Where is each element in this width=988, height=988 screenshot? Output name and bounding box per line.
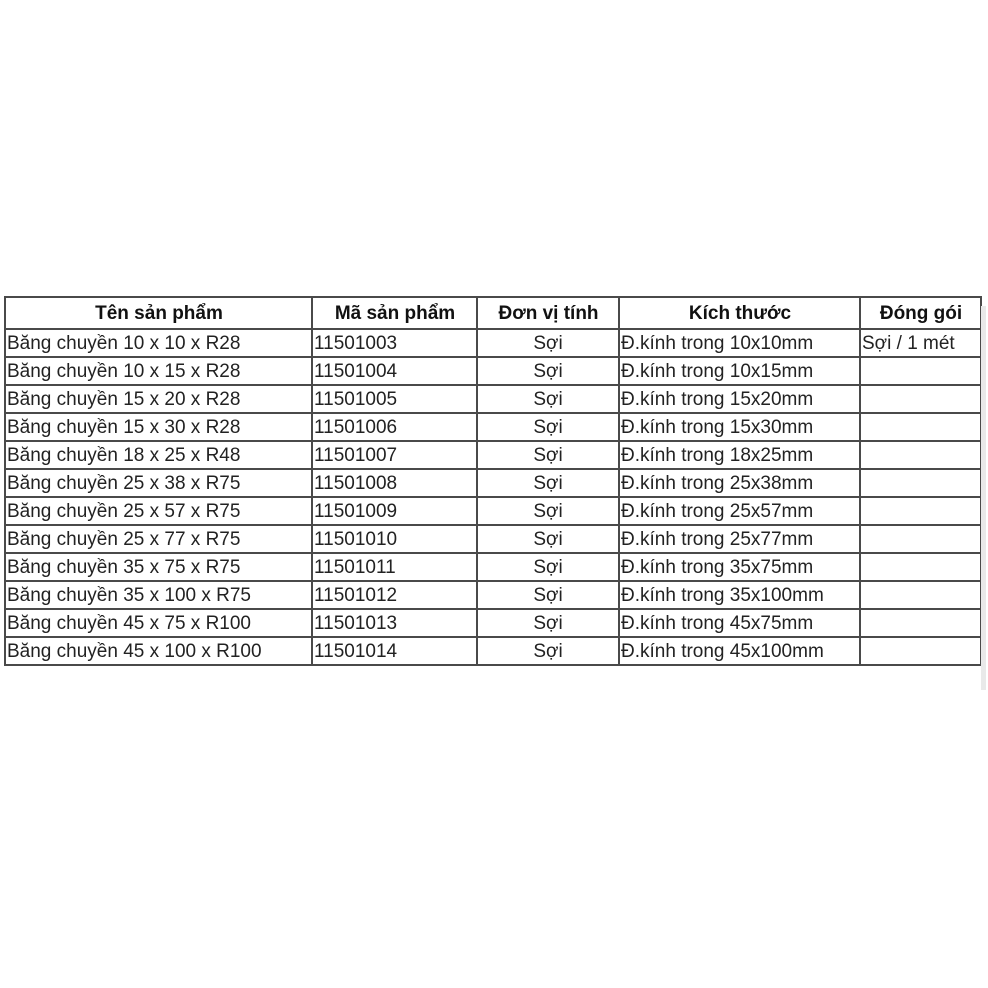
table-row: [5, 637, 981, 665]
table-row: [5, 357, 981, 385]
product-name-cell: Băng chuyền 45 x 100 x R100: [5, 637, 312, 665]
product-code-cell: 11501005: [312, 385, 477, 413]
product-name-cell: Băng chuyền 25 x 77 x R75: [5, 525, 312, 553]
packaging-cell: [860, 469, 981, 497]
dimensions-cell: Đ.kính trong 45x100mm: [619, 637, 860, 665]
product-code-cell: 11501006: [312, 413, 477, 441]
product-spec-table: [4, 296, 982, 666]
product-name-cell: Băng chuyền 35 x 100 x R75: [5, 581, 312, 609]
unit-cell: Sợi: [477, 581, 619, 609]
dimensions-cell: Đ.kính trong 25x77mm: [619, 525, 860, 553]
packaging-cell: [860, 525, 981, 553]
table-row: [5, 553, 981, 581]
dimensions-cell: Đ.kính trong 10x15mm: [619, 357, 860, 385]
unit-cell: Sợi: [477, 413, 619, 441]
packaging-cell: [860, 637, 981, 665]
dimensions-cell: Đ.kính trong 15x20mm: [619, 385, 860, 413]
table-row: [5, 385, 981, 413]
unit-cell: Sợi: [477, 609, 619, 637]
packaging-cell: [860, 357, 981, 385]
header-unit: Đơn vị tính: [477, 297, 619, 329]
product-name-cell: Băng chuyền 45 x 75 x R100: [5, 609, 312, 637]
product-name-cell: Băng chuyền 25 x 38 x R75: [5, 469, 312, 497]
unit-cell: Sợi: [477, 553, 619, 581]
dimensions-cell: Đ.kính trong 25x38mm: [619, 469, 860, 497]
header-product-name: Tên sản phẩm: [5, 297, 312, 329]
product-code-cell: 11501009: [312, 497, 477, 525]
dimensions-cell: Đ.kính trong 45x75mm: [619, 609, 860, 637]
product-name-cell: Băng chuyền 25 x 57 x R75: [5, 497, 312, 525]
packaging-cell: [860, 413, 981, 441]
unit-cell: Sợi: [477, 469, 619, 497]
packaging-cell: [860, 553, 981, 581]
product-name-cell: Băng chuyền 18 x 25 x R48: [5, 441, 312, 469]
unit-cell: Sợi: [477, 637, 619, 665]
product-code-cell: 11501008: [312, 469, 477, 497]
header-dimensions: Kích thước: [619, 297, 860, 329]
table-row: [5, 469, 981, 497]
packaging-cell: Sợi / 1 mét: [860, 329, 981, 357]
unit-cell: Sợi: [477, 525, 619, 553]
dimensions-cell: Đ.kính trong 35x75mm: [619, 553, 860, 581]
product-name-cell: Băng chuyền 15 x 20 x R28: [5, 385, 312, 413]
unit-cell: Sợi: [477, 385, 619, 413]
product-code-cell: 11501004: [312, 357, 477, 385]
table-row: [5, 497, 981, 525]
product-code-cell: 11501007: [312, 441, 477, 469]
packaging-cell: [860, 609, 981, 637]
product-code-cell: 11501014: [312, 637, 477, 665]
scrollbar-track: [981, 306, 986, 690]
header-product-code: Mã sản phẩm: [312, 297, 477, 329]
table-body: [5, 329, 981, 665]
dimensions-cell: Đ.kính trong 10x10mm: [619, 329, 860, 357]
unit-cell: Sợi: [477, 329, 619, 357]
product-name-cell: Băng chuyền 35 x 75 x R75: [5, 553, 312, 581]
table-header-row: [5, 297, 981, 329]
dimensions-cell: Đ.kính trong 18x25mm: [619, 441, 860, 469]
product-name-cell: Băng chuyền 10 x 10 x R28: [5, 329, 312, 357]
unit-cell: Sợi: [477, 441, 619, 469]
dimensions-cell: Đ.kính trong 25x57mm: [619, 497, 860, 525]
dimensions-cell: Đ.kính trong 15x30mm: [619, 413, 860, 441]
table-row: [5, 329, 981, 357]
product-name-cell: Băng chuyền 10 x 15 x R28: [5, 357, 312, 385]
product-code-cell: 11501011: [312, 553, 477, 581]
packaging-cell: [860, 581, 981, 609]
product-code-cell: 11501010: [312, 525, 477, 553]
dimensions-cell: Đ.kính trong 35x100mm: [619, 581, 860, 609]
table-row: [5, 581, 981, 609]
table-row: [5, 413, 981, 441]
unit-cell: Sợi: [477, 357, 619, 385]
packaging-cell: [860, 441, 981, 469]
header-packaging: Đóng gói: [860, 297, 981, 329]
product-code-cell: 11501012: [312, 581, 477, 609]
packaging-cell: [860, 385, 981, 413]
unit-cell: Sợi: [477, 497, 619, 525]
table-row: [5, 525, 981, 553]
table-row: [5, 609, 981, 637]
product-code-cell: 11501003: [312, 329, 477, 357]
product-spec-table-container: [4, 296, 982, 666]
table-row: [5, 441, 981, 469]
product-code-cell: 11501013: [312, 609, 477, 637]
packaging-cell: [860, 497, 981, 525]
product-name-cell: Băng chuyền 15 x 30 x R28: [5, 413, 312, 441]
